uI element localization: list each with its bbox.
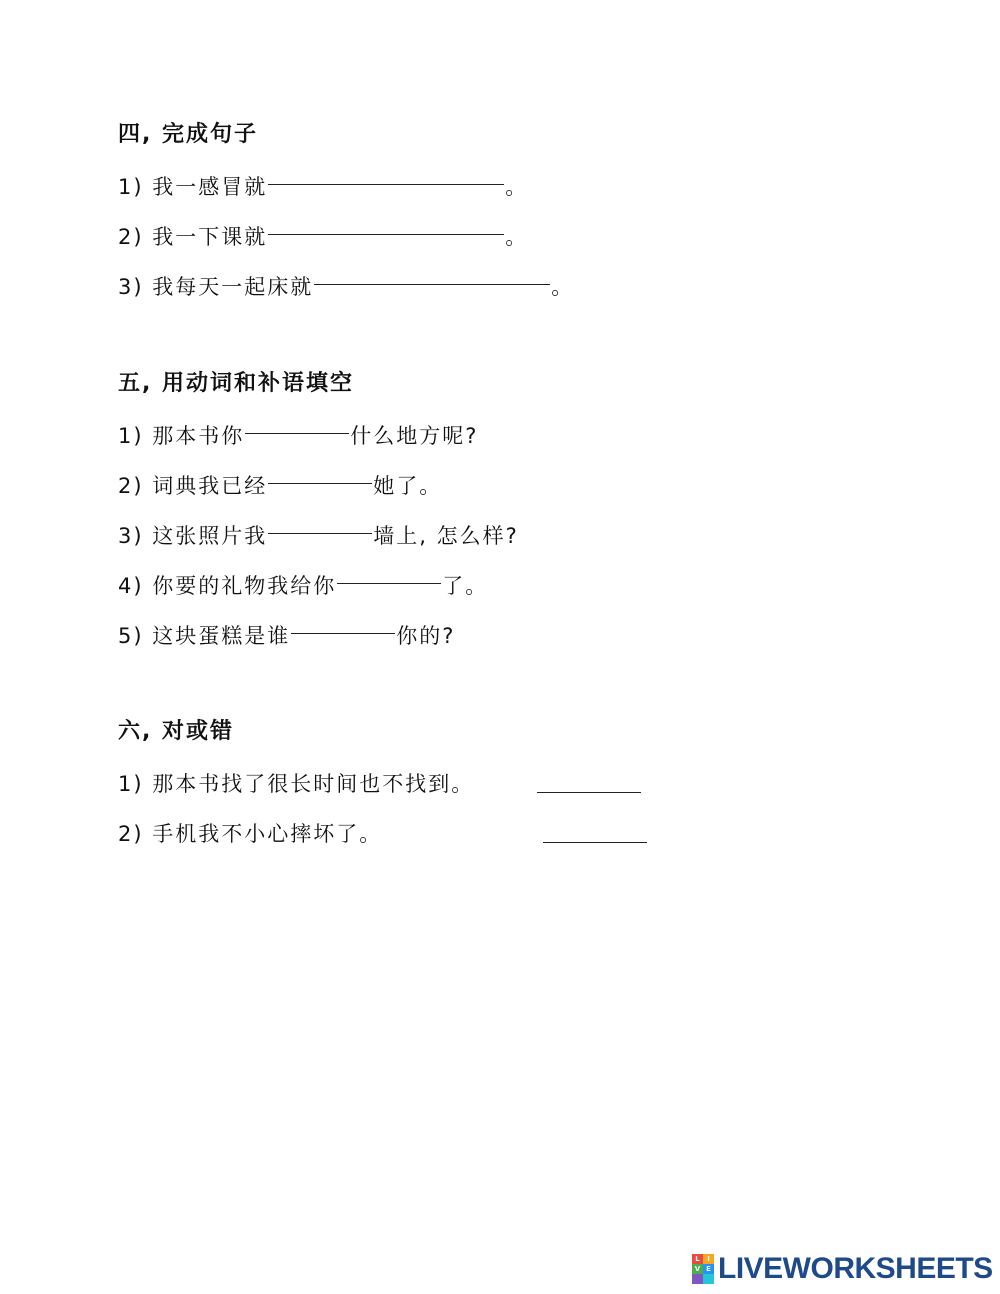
question-text-end: 。: [551, 275, 575, 299]
question-text-end: 。: [505, 175, 529, 199]
answer-blank[interactable]: [268, 162, 504, 185]
question-row: [118, 511, 818, 561]
question-text-end: 什么地方呢?: [350, 424, 479, 448]
logo-tile: [692, 1274, 703, 1284]
section-fill-verbs-complements: [118, 364, 818, 661]
question-row: [118, 162, 818, 212]
answer-blank[interactable]: [314, 262, 550, 285]
question-row: [118, 809, 818, 859]
answer-blank[interactable]: [268, 511, 372, 534]
section-complete-sentences: [118, 115, 818, 312]
liveworksheets-logo-icon: [692, 1254, 714, 1284]
logo-tile: E: [703, 1264, 714, 1274]
question-text-end: 你的?: [396, 624, 456, 648]
section-true-or-false: [118, 712, 818, 859]
question-text: 4) 你要的礼物我给你: [118, 574, 337, 598]
section-title: 六, 对或错: [118, 719, 235, 744]
question-text-end: 墙上, 怎么样?: [373, 524, 519, 548]
question-row: [118, 411, 818, 461]
question-text: 3) 我每天一起床就: [118, 275, 314, 299]
true-false-answer-blank[interactable]: [543, 820, 647, 843]
question-text: 2) 词典我已经: [118, 474, 268, 498]
answer-blank[interactable]: [268, 212, 504, 235]
section-title: 五, 用动词和补语填空: [118, 371, 355, 396]
question-text: 2) 手机我不小心摔坏了。: [118, 822, 383, 846]
question-row: [118, 561, 818, 611]
section-title: 四, 完成句子: [118, 122, 259, 147]
answer-blank[interactable]: [291, 611, 395, 634]
true-false-answer-blank[interactable]: [537, 770, 641, 793]
logo-tile: I: [703, 1254, 714, 1264]
question-text: 1) 那本书你: [118, 424, 245, 448]
logo-wordmark: LIVEWORKSHEETS: [718, 1252, 993, 1285]
logo-tile: L: [692, 1254, 703, 1264]
question-text: 2) 我一下课就: [118, 225, 268, 249]
question-text-end: 她了。: [373, 474, 443, 498]
question-row: [118, 262, 818, 312]
answer-blank[interactable]: [337, 561, 441, 584]
question-row: [118, 759, 818, 809]
logo-tile: [703, 1274, 714, 1284]
question-row: [118, 611, 818, 661]
question-text-end: 了。: [442, 574, 489, 598]
question-row: [118, 212, 818, 262]
question-text: 5) 这块蛋糕是谁: [118, 624, 291, 648]
question-text: 1) 那本书找了很长时间也不找到。: [118, 772, 475, 796]
question-text-end: 。: [505, 225, 529, 249]
logo-tile: V: [692, 1264, 703, 1274]
question-text: 1) 我一感冒就: [118, 175, 268, 199]
answer-blank[interactable]: [245, 411, 349, 434]
liveworksheets-logo: [692, 1252, 993, 1286]
question-text: 3) 这张照片我: [118, 524, 268, 548]
answer-blank[interactable]: [268, 461, 372, 484]
question-row: [118, 461, 818, 511]
